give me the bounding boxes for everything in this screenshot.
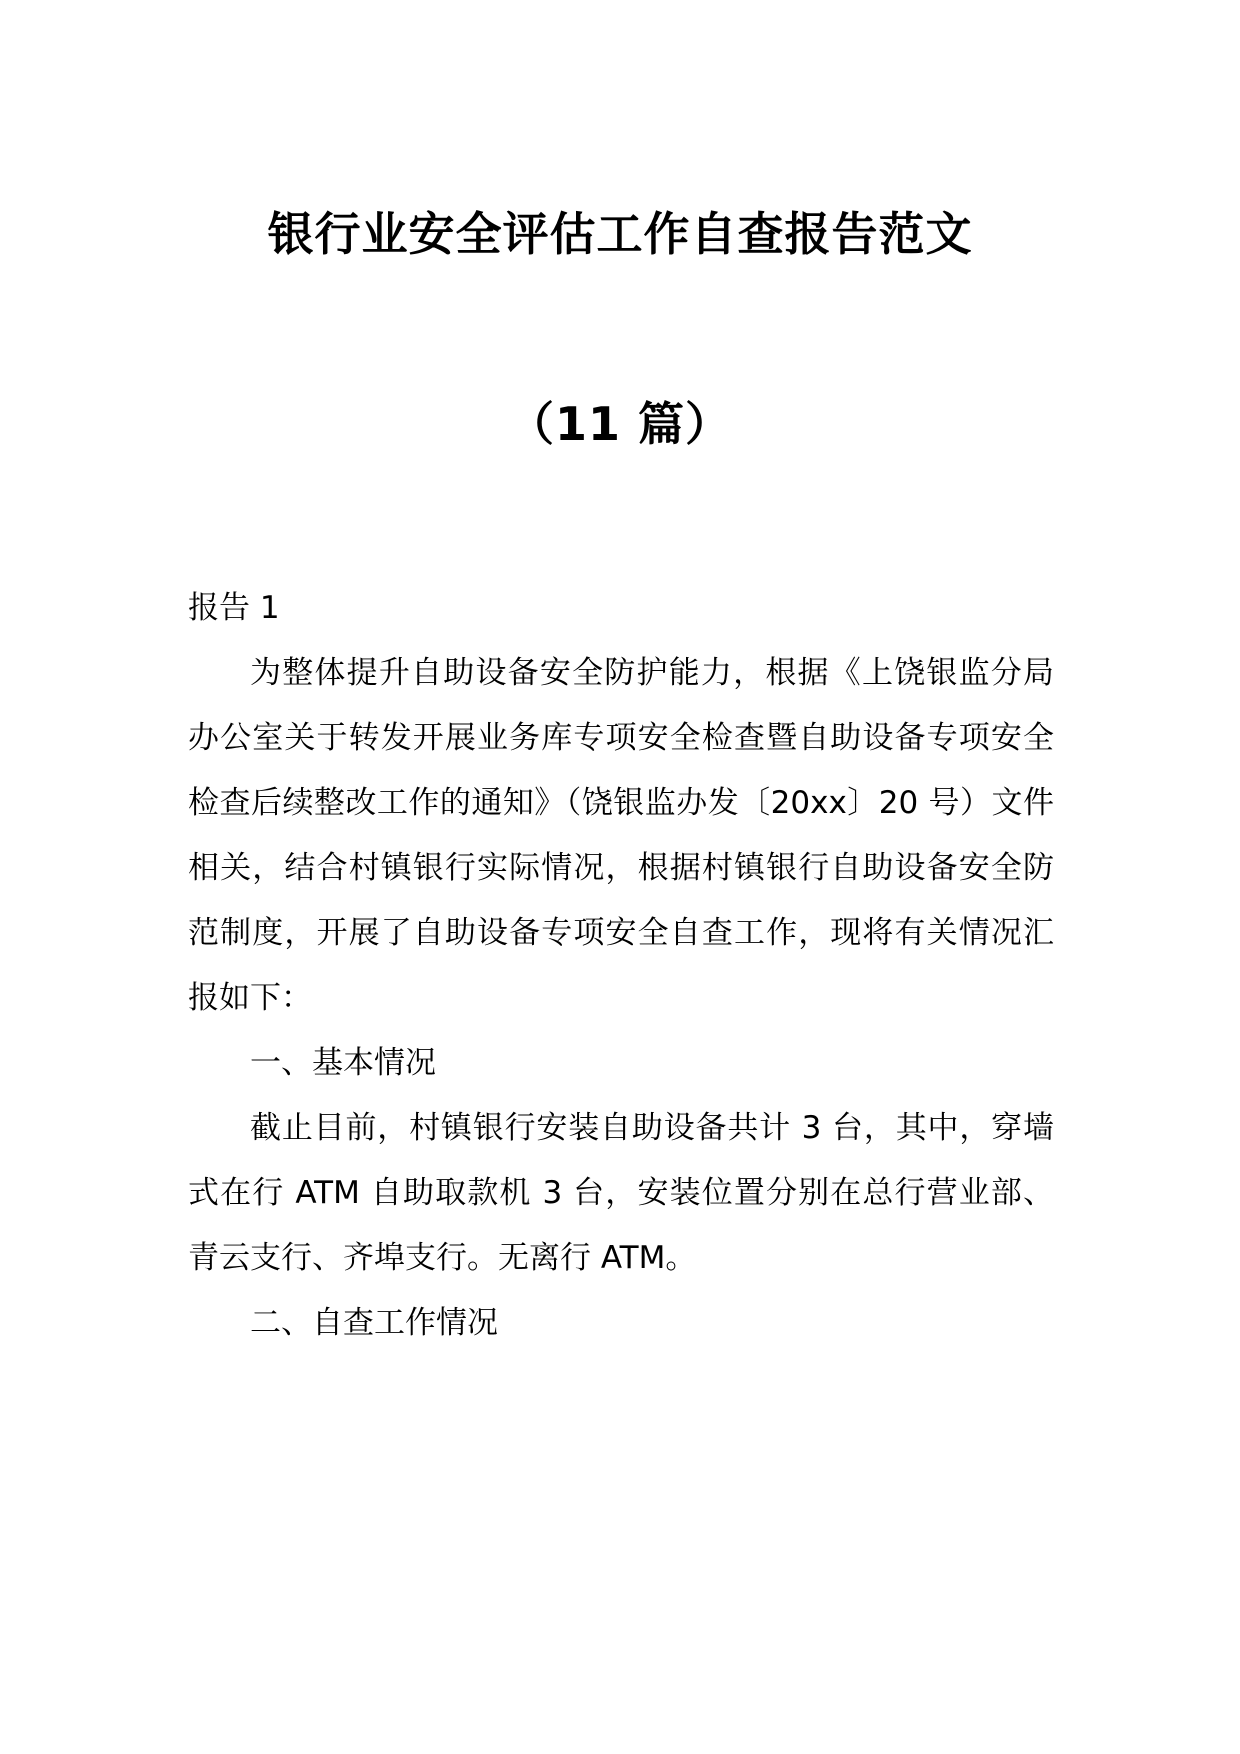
- heading-self-inspection: 二、自查工作情况: [250, 1305, 498, 1341]
- document-title: 银行业安全评估工作自查报告范文: [267, 207, 973, 261]
- section-label: 报告 1: [188, 590, 280, 626]
- basic-situation-paragraph: 截止目前，村镇银行安装自助设备共计 3 台，其中，穿墙式在行 ATM 自助取款机 3 台，安装位置分别在总行营业部、青云支行、齐埠支行。无离行 ATM。: [188, 1110, 1054, 1276]
- heading-basic-situation: 一、基本情况: [250, 1045, 436, 1081]
- document-subtitle: （11 篇）: [507, 397, 733, 451]
- intro-paragraph: 为整体提升自助设备安全防护能力，根据《上饶银监分局办公室关于转发开展业务库专项安全检查暨自助设备专项安全检查后续整改工作的通知》（饶银监办发〔20xx〕20 号）文件相关，结合村镇银行实际情况，根据村镇银行自助设备安全防范制度，开展了自助设备专项安全自查工作，现将有关情况汇报如下：: [188, 655, 1054, 1016]
- document-body: [188, 576, 1054, 1356]
